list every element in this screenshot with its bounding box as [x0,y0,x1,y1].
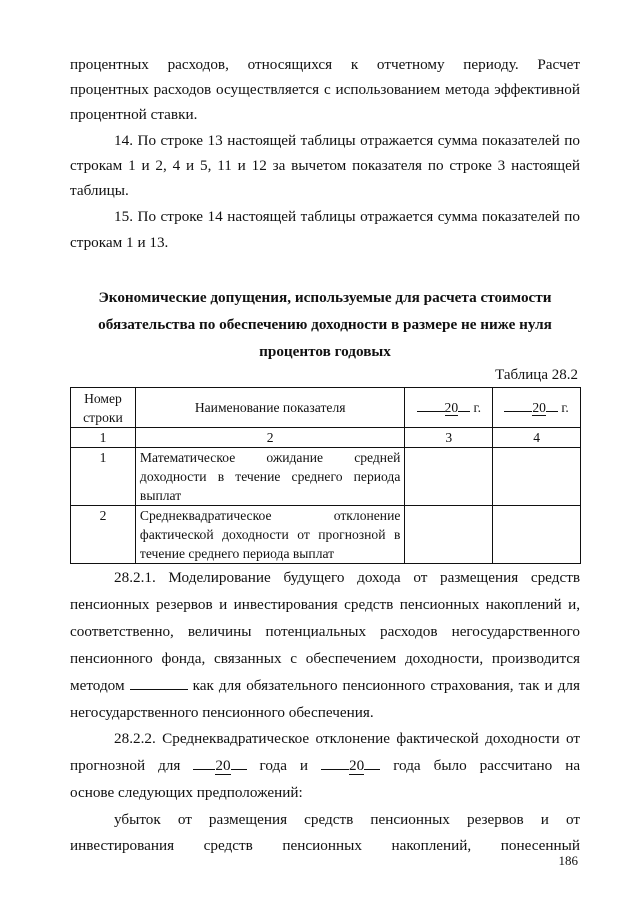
table-numbering-row [71,428,581,448]
paragraph-top-line-3: процентной ставки. [70,106,198,123]
page-number: 186 [558,853,578,868]
header-row-number-line-1: Номер [84,390,122,406]
header-year-1 [405,388,493,428]
p2821-line-5 [70,673,580,698]
item-14-line-1: 14. По строке 13 настоящей таблицы отражается сумма показателей по [114,132,580,149]
method-blank [130,677,188,690]
p2821-line-3: соответственно, величины потенциальных расходов негосударственного [70,623,580,640]
item-14-line-3: таблицы. [70,182,129,199]
header-year-2-suffix: г. [561,400,569,415]
p2821-line-6: негосударственного пенсионного обеспечения. [70,704,374,721]
p2822-line-2 [70,753,580,778]
row-indicator-line-2: фактической доходности от прогнозной в [139,527,401,542]
p-last-line-1: убыток от размещения средств пенсионных резервов и от [114,811,580,828]
p2821-line-5-post: как для обязательного пенсионного страхования, так и для [192,677,580,694]
year-blank-2: 20 [321,757,380,774]
p2822-line-2-post: года было рассчитано на [393,757,581,774]
header-year-2 [493,388,581,428]
row-number: 1 [71,448,136,506]
assumptions-table [70,387,581,564]
section-title-line-1: Экономические допущения, используемые для расчета стоимости [98,289,552,306]
row-indicator-line-1: Среднеквадратическое отклонение [139,508,401,523]
header-year-2-value: 20 [532,400,546,415]
p2822-line-3: основе следующих предположений: [70,784,303,801]
year-blank-1: 20 [193,757,246,774]
table-row [71,506,581,564]
table-caption: Таблица 28.2 [495,367,578,383]
p2822-line-2-mid: года и [259,757,309,774]
row-value-year-1 [405,448,493,506]
paragraph-top-line-1: процентных расходов, относящихся к отчетному периоду. Расчет [70,56,580,73]
row-value-year-1 [405,506,493,564]
row-indicator-name [135,506,404,564]
row-value-year-2 [493,448,581,506]
section-title-line-2: обязательства по обеспечению доходности в размере не ниже нуля [98,316,552,333]
table-header-row [71,388,581,428]
numbering-cell: 2 [135,428,404,448]
p2822-line-1: 28.2.2. Среднеквадратическое отклонение фактической доходности от [114,730,580,747]
p2821-line-4: пенсионного фонда, связанных с обеспечением доходности, производится [70,650,580,667]
numbering-cell: 1 [71,428,136,448]
numbering-cell: 3 [405,428,493,448]
header-indicator-name: Наименование показателя [135,388,404,428]
p2821-line-2: пенсионных резервов и инвестирования средств пенсионных накоплений и, [70,596,580,613]
p2821-line-1: 28.2.1. Моделирование будущего дохода от размещения средств [114,569,580,586]
row-indicator-line-3: выплат [139,488,182,503]
row-indicator-line-1: Математическое ожидание средней [139,450,401,465]
header-year-1-suffix: г. [473,400,481,415]
row-indicator-line-2: доходности в течение среднего периода [139,469,401,484]
p2821-line-5-pre: методом [70,677,125,694]
numbering-cell: 4 [493,428,581,448]
table-row [71,448,581,506]
header-row-number [71,388,136,428]
p2822-line-2-pre: прогнозной для [70,757,181,774]
item-14-line-2: строкам 1 и 2, 4 и 5, 11 и 12 за вычетом показателя по строке 3 настоящей [70,157,580,174]
section-title-line-3: процентов годовых [259,343,391,360]
header-year-1-value: 20 [444,400,459,415]
row-number: 2 [71,506,136,564]
item-15-line-1: 15. По строке 14 настоящей таблицы отражается сумма показателей по [114,208,580,225]
p-last-line-2: инвестирования средств пенсионных накоплений, понесенный [70,837,580,854]
row-value-year-2 [493,506,581,564]
row-indicator-name [135,448,404,506]
paragraph-top-line-2: процентных расходов осуществляется с использованием метода эффективной [70,81,580,98]
row-indicator-line-3: течение среднего периода выплат [139,546,335,561]
header-row-number-line-2: строки [83,409,123,425]
item-15-line-2: строкам 1 и 13. [70,234,169,251]
